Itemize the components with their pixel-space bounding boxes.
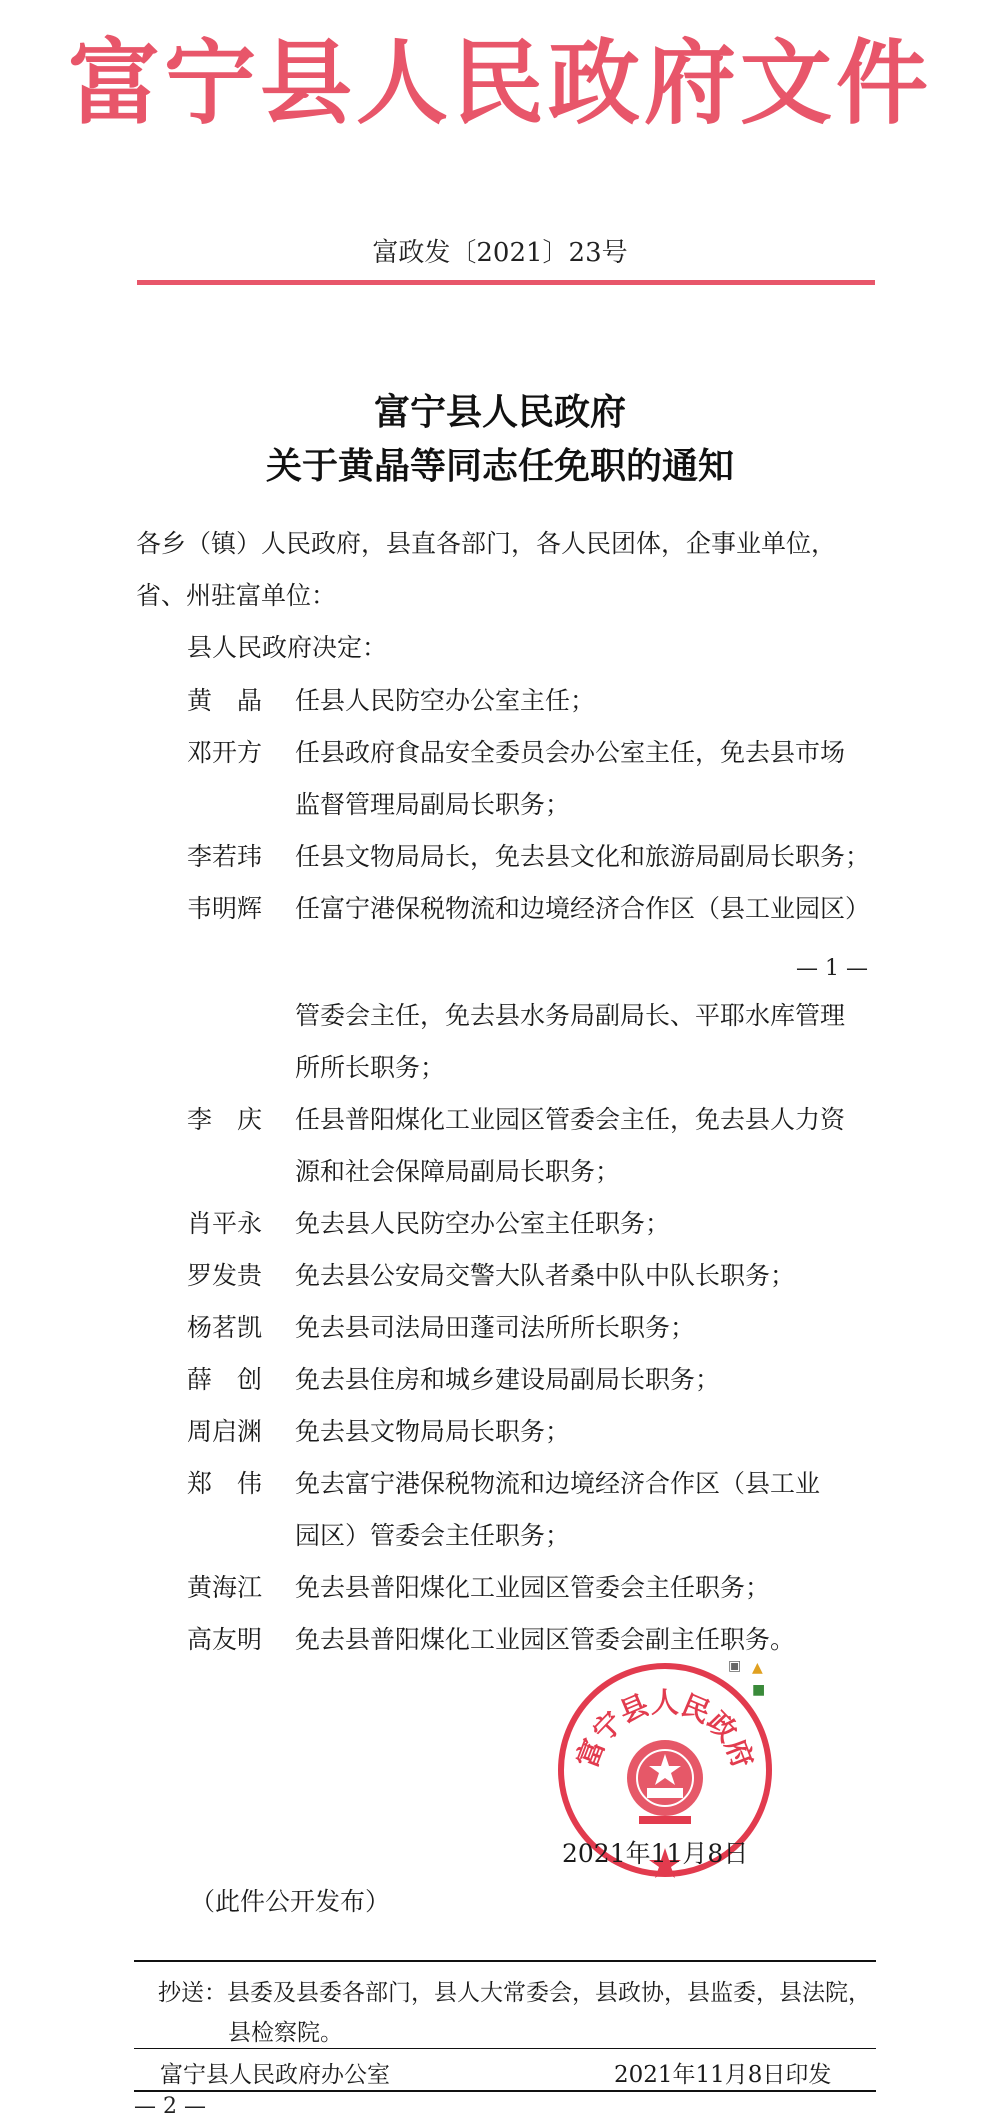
issuing-office: 富宁县人民政府办公室 <box>160 2062 390 2088</box>
appointee-name: 薛 创 <box>187 1365 263 1394</box>
red-divider <box>137 280 875 285</box>
appointment-duty: 免去富宁港保税物流和边境经济合作区（县工业 <box>295 1469 821 1498</box>
appointment-duty: 免去县普阳煤化工业园区管委会副主任职务。 <box>295 1625 796 1654</box>
appointment-duty: 任县文物局局长，免去县文化和旅游局副局长职务； <box>295 842 871 871</box>
document-number: 富政发〔2021〕23号 <box>372 238 628 268</box>
lock-icon: ▲ <box>752 1660 763 1676</box>
document-icon: ▣ <box>728 1658 742 1674</box>
image-icon: ■ <box>752 1682 766 1698</box>
appointee-name: 黄 晶 <box>187 686 263 715</box>
continuation-line: 管委会主任，免去县水务局副局长、平耶水库管理 <box>295 1001 846 1030</box>
cc-top-rule <box>134 1960 876 1962</box>
print-date: 2021年11月8日印发 <box>614 2062 832 2088</box>
appointment-duty: 免去县公安局交警大队者桑中队中队长职务； <box>295 1261 796 1290</box>
appointment-duty: 免去县住房和城乡建设局副局长职务； <box>295 1365 721 1394</box>
appointee-name: 李 庆 <box>187 1105 263 1134</box>
emblem-icon <box>627 1740 703 1824</box>
appointee-name: 韦明辉 <box>187 894 263 923</box>
appointment-duty: 监督管理局副局长职务； <box>295 790 571 819</box>
salutation-line2: 省、州驻富单位： <box>136 581 337 610</box>
appointment-duty: 免去县普阳煤化工业园区管委会主任职务； <box>295 1573 771 1602</box>
appointment-duty: 免去县文物局局长职务； <box>295 1417 571 1446</box>
appointee-name: 邓开方 <box>187 738 263 767</box>
continuation-line: 所所长职务； <box>295 1053 446 1082</box>
page-number-1: — 1 — <box>796 956 868 981</box>
appointee-name: 杨茗凯 <box>187 1313 263 1342</box>
cc-line2: 县检察院。 <box>228 2020 343 2046</box>
appointee-name: 周启渊 <box>187 1417 263 1446</box>
footer-rule <box>134 2090 876 2092</box>
decision-text: 县人民政府决定： <box>187 633 388 662</box>
appointee-name: 黄海江 <box>187 1573 263 1602</box>
cc-line1: 抄送：县委及县委各部门，县人大常委会，县政协，县监委，县法院， <box>158 1980 871 2006</box>
appointee-name: 郑 伟 <box>187 1469 263 1498</box>
issue-date: 2021年11月8日 <box>562 1839 749 1868</box>
notice-title-line2: 关于黄晶等同志任免职的通知 <box>265 445 734 487</box>
page-number-2: — 2 — <box>134 2094 206 2119</box>
appointee-name: 高友明 <box>187 1625 263 1654</box>
notice-title-line1: 富宁县人民政府 <box>373 391 626 433</box>
seal-text: 富宁县人民政府 <box>570 1686 760 1773</box>
salutation-line1: 各乡（镇）人民政府，县直各部门，各人民团体，企事业单位， <box>136 529 837 558</box>
appointment-duty: 园区）管委会主任职务； <box>295 1521 571 1550</box>
appointment-duty: 免去县司法局田蓬司法所所长职务； <box>295 1313 696 1342</box>
appointee-name: 肖平永 <box>187 1209 263 1238</box>
appointment-duty: 免去县人民防空办公室主任职务； <box>295 1209 671 1238</box>
appointment-duty: 源和社会保障局副局长职务； <box>295 1157 621 1186</box>
appointee-name: 罗发贵 <box>187 1261 263 1290</box>
public-note: （此件公开发布） <box>190 1887 391 1916</box>
document-header-title: 富宁县人民政府文件 <box>67 29 932 137</box>
appointment-duty: 任富宁港保税物流和边境经济合作区（县工业园区） <box>295 894 871 923</box>
appointment-duty: 任县普阳煤化工业园区管委会主任，免去县人力资 <box>295 1105 846 1134</box>
cc-bottom-rule <box>134 2048 876 2049</box>
appointment-duty: 任县人民防空办公室主任； <box>295 686 596 715</box>
appointment-duty: 任县政府食品安全委员会办公室主任，免去县市场 <box>295 738 846 767</box>
appointee-name: 李若玮 <box>187 842 263 871</box>
